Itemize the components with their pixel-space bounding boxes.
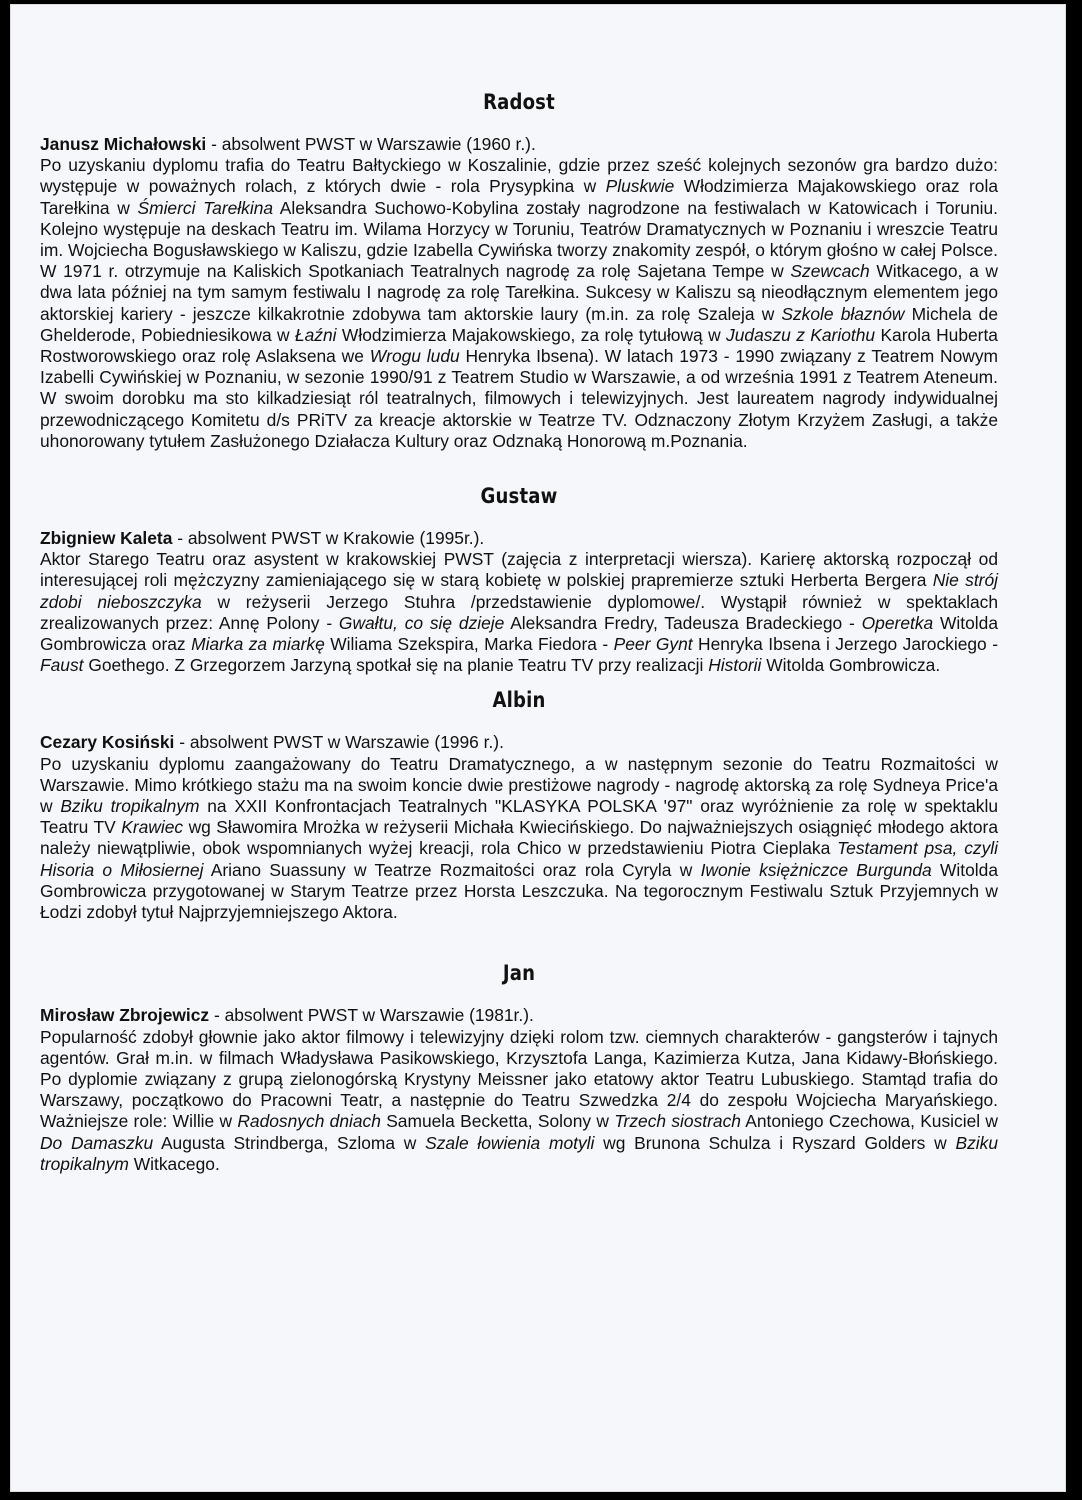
role-heading: Albin: [492, 688, 546, 713]
bio-text: Goethego. Z Grzegorzem Jarzyną spotkał się na planie Teatru TV przy realizacji: [83, 655, 709, 676]
paper-sheet: [10, 4, 1066, 1492]
bio-text: Włodzimierza Majakowskiego oraz rola Tarełkina w: [40, 176, 999, 218]
section-jan: [40, 953, 998, 1175]
work-title: Nie strój zdobi nieboszczyka: [40, 570, 998, 612]
bio-text: Aleksandra Suchowo-Kobylina zostały nagrodzone na festiwalach w Katowicach i Toruniu. Kolejno występuje na deskach Teatru im. Wilama Horzycy w Toruniu, Teatrów Dramatycznych w Poznaniu i wreszcie Teatru im. Wojciecha Bogusławskiego w Kaliszu, gdzie Izabella Cywińska tworzy znakomity zespół, o którym głośno w całej Polsce. W 1971 r. otrzymuje na Kaliskich Spotkaniach Teatralnych nagrodę za rolę Sajetana Tempe w: [40, 197, 998, 282]
work-title: Bziku tropikalnym: [40, 1132, 998, 1174]
actor-line: [40, 134, 998, 155]
bio-text: Ariano Suassuny w Teatrze Rozmaitości oraz rola Cyryla w: [203, 859, 701, 880]
work-title: Pluskwie: [605, 176, 675, 197]
work-title: Szkole błaznów: [781, 303, 905, 324]
actor-credential: - absolwent PWST w Warszawie (1960 r.).: [206, 134, 536, 154]
actor-biography: [40, 1027, 998, 1175]
bio-text: Witolda Gombrowicza.: [761, 655, 941, 676]
work-title: Bziku tropikalnym: [60, 796, 200, 817]
section-albin: [40, 680, 998, 923]
bio-text: Antoniego Czechowa, Kusiciel w: [740, 1111, 998, 1132]
section-radost: [40, 82, 998, 452]
bio-text: Henryka Ibsena i Jerzego Jarockiego -: [692, 634, 998, 655]
bio-text: Witolda Gombrowicza oraz: [40, 612, 999, 655]
bio-text: Augusta Strindberga, Szloma w: [153, 1132, 426, 1153]
work-title: Iwonie księżniczce Burgunda: [700, 859, 932, 880]
work-title: Do Damaszku: [40, 1132, 154, 1153]
work-title: Faust: [40, 655, 84, 676]
actor-line: [40, 732, 998, 753]
work-title: Peer Gynt: [613, 634, 693, 655]
actor-credential: - absolwent PWST w Krakowie (1995r.).: [172, 528, 485, 549]
bio-text: Karola Huberta Rostworowskiego oraz rolę Aslaksena we: [40, 324, 998, 367]
section-gustaw: [40, 476, 998, 676]
bio-text: Samuela Becketta, Solony w: [380, 1111, 615, 1132]
bio-text: Aleksandra Fredry, Tadeusza Bradeckiego -: [504, 612, 862, 633]
work-title: Testament psa, czyli Hisoria o Miłosiernej: [40, 838, 999, 880]
work-title: Gwałtu, co się dzieje: [338, 612, 505, 633]
bio-text: w reżyserii Jerzego Stuhra /przedstawienie dyplomowe/. Wystąpił również w spektaklach zrealizowanych przez: Annę Polony -: [40, 591, 998, 633]
actor-line: [40, 528, 998, 549]
work-title: Szewcach: [790, 261, 870, 282]
actor-biography: [40, 549, 998, 676]
bio-text: na XXII Konfrontacjach Teatralnych "KLASYKA POLSKA '97" oraz wyróżnienie za rolę w spektaklu Teatru TV: [40, 796, 998, 838]
role-heading: Jan: [502, 961, 536, 986]
bio-text: Aktor Starego Teatru oraz asystent w krakowskiej PWST (zajęcia z interpretacji wiersza). Karierę aktorską rozpoczął od interesującej roli mężczyzny zamieniającego się w starą kobietę w polskiej prapremierze sztuki Herberta Bergera: [40, 549, 998, 591]
actor-biography: [40, 754, 998, 924]
program-content: [40, 82, 998, 1175]
actor-name: Zbigniew Kaleta: [40, 528, 173, 549]
actor-name: Mirosław Zbrojewicz: [40, 1005, 210, 1026]
work-title: Szale łowienia motyli: [425, 1132, 595, 1153]
bio-text: Po uzyskaniu dyplomu trafia do Teatru Bałtyckiego w Koszalinie, gdzie przez sześć kolejnych sezonów gra bardzo dużo: występuje w poważnych rolach, z których dwie - rola Prysypkina w: [40, 155, 998, 197]
role-heading: Gustaw: [480, 484, 558, 509]
bio-text: Witkacego.: [128, 1153, 220, 1174]
bio-text: Po uzyskaniu dyplomu zaangażowany do Teatru Dramatycznego, a w następnym sezonie do Teatru Rozmaitości w Warszawie. Mimo krótkiego stażu ma na swoim koncie dwie prestiżowe nagrody - nagrodę aktorską za rolę Sydneya Price'a w: [40, 753, 998, 817]
bio-text: wg Sławomira Mrożka w reżyserii Michała Kwiecińskiego. Do najważniejszych osiągnięć młodego aktora należy niewątpliwie, obok wspomnianych wyżej kreacji, rola Chico w przedstawieniu Piotra Cieplaka: [40, 817, 998, 859]
work-title: Historii: [708, 655, 762, 676]
bio-text: Michela de Ghelderode, Pobiedniesikowa w: [40, 303, 998, 345]
bio-text: Wiliama Szekspira, Marka Fiedora -: [324, 634, 614, 655]
work-title: Wrogu ludu: [369, 346, 460, 367]
actor-name: Cezary Kosiński: [40, 732, 175, 753]
bio-text: Henryka Ibsena). W latach 1973 - 1990 związany z Teatrem Nowym Izabelli Cywińskiej w Poznaniu, w sezonie 1990/91 z Teatrem Studio w Warszawie, a od września 1991 z Teatrem Ateneum. W swoim dorobku ma sto kilkadziesiąt ról teatralnych, filmowych i telewizyjnych. Jest laureatem nagrody indywidualnej przewodniczącego Komitetu d/s PRiTV za kreacje aktorskie w Teatrze TV. Odznaczony Złotym Krzyżem Zasługi, a także uhonorowany tytułem Zasłużonego Działacza Kultury oraz Odznaką Honorową m.Poznania.: [40, 346, 998, 451]
work-title: Trzech siostrach: [614, 1111, 741, 1132]
actor-credential: - absolwent PWST w Warszawie (1996 r.).: [174, 732, 504, 753]
actor-line: [40, 1005, 998, 1026]
work-title: Śmierci Tarełkina: [137, 197, 274, 218]
work-title: Judaszu z Kariothu: [726, 324, 876, 345]
work-title: Radosnych dniach: [237, 1111, 381, 1132]
bio-text: Popularność zdobył głownie jako aktor filmowy i telewizyjny dzięki rolom tzw. ciemnych charakterów - gangsterów i tajnych agentów. Grał m.in. w filmach Władysława Pasikowskiego, Krzysztofa Langa, Kazimierza Kutza, Jana Kidawy-Błońskiego. Po dyplomie związany z grupą zielonogórską Krystyny Meissner jako etatowy aktor Teatru Lubuskiego. Stamtąd trafia do Warszawy, początkowo do Pracowni Teatr, a następnie do Teatru Szwedzka 2/4 do zespołu Wojciecha Maryańskiego. Ważniejsze role: Willie w: [40, 1026, 998, 1132]
actor-credential: - absolwent PWST w Warszawie (1981r.).: [209, 1005, 534, 1026]
work-title: Miarka za miarkę: [191, 634, 325, 655]
actor-biography: [40, 155, 998, 452]
role-heading: Radost: [483, 90, 555, 114]
bio-text: Witolda Gombrowicza przygotowanej w Starym Teatrze przez Horsta Leszczuka. Na tegorocznym Festiwalu Sztuk Przyjemnych w Łodzi zdobył tytuł Najprzyjemniejszego Aktora.: [40, 859, 998, 923]
work-title: Krawiec: [121, 817, 184, 838]
bio-text: Witkacego, a w dwa lata później na tym samym festiwalu I nagrodę za rolę Tarełkina. Sukcesy w Kaliszu są nieodłącznym elementem jego aktorskiej kariery - jeszcze kilkakrotnie zdobywa tam aktorskie laury (m.in. za rolę Szaleja w: [40, 261, 998, 324]
work-title: Łaźni: [294, 324, 337, 345]
work-title: Operetka: [861, 612, 934, 633]
bio-text: Włodzimierza Majakowskiego, za rolę tytułową w: [336, 324, 727, 345]
bio-text: wg Brunona Schulza i Ryszard Golders w: [594, 1132, 956, 1153]
actor-name: Janusz Michałowski: [40, 134, 207, 154]
